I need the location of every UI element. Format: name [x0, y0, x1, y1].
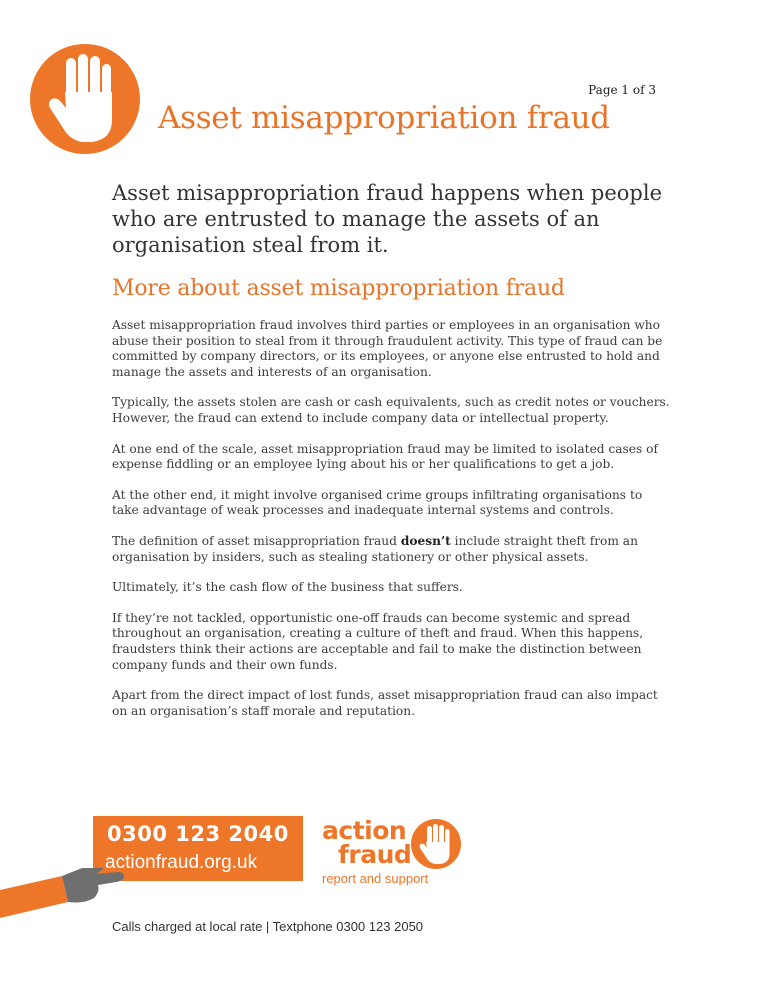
page-number: Page 1 of 3 [588, 83, 656, 97]
body-text [112, 318, 672, 734]
hand-icon [28, 42, 142, 156]
paragraph: Typically, the assets stolen are cash or cash equivalents, such as credit notes or vouchers. However, the fraud can extend to include company data or intellectual property. [112, 395, 670, 425]
paragraph: Apart from the direct impact of lost funds, asset misappropriation fraud can also impact on an organisation’s staff morale and reputation. [112, 688, 658, 718]
paragraph: If they’re not tackled, opportunistic one-off frauds can become systemic and spread throughout an organisation, creating a culture of theft and fraud. When this happens, fraudsters think their actions are acceptable and fail to make the distinction between company funds and their own funds. [112, 610, 644, 672]
website-url: actionfraud.org.uk [105, 852, 258, 873]
brand-word-fraud: fraud [338, 840, 412, 869]
phone-number: 0300 123 2040 [107, 822, 289, 846]
brand-tagline: report and support [322, 871, 429, 886]
footer-note: Calls charged at local rate | Textphone 0300 123 2050 [112, 919, 424, 934]
paragraph-text: include straight theft from an organisation by insiders, such as stealing stationery or other physical assets. [112, 533, 638, 564]
paragraph [112, 534, 672, 565]
hand-sleeve-graphic [0, 868, 130, 918]
emphasis: doesn’t [400, 533, 451, 548]
hand-icon [410, 818, 462, 870]
lead-paragraph: Asset misappropriation fraud happens when people who are entrusted to manage the assets of an organisation steal from it. [112, 181, 663, 257]
paragraph-text: The definition of asset misappropriation fraud [112, 533, 401, 548]
paragraph: At one end of the scale, asset misappropriation fraud may be limited to isolated cases of expense fiddling or an employee lying about his or her qualifications to get a job. [112, 441, 658, 472]
section-heading: More about asset misappropriation fraud [112, 276, 565, 301]
brand-word-action: action [322, 816, 407, 845]
page-title: Asset misappropriation fraud [158, 100, 610, 136]
paragraph: Asset misappropriation fraud involves third parties or employees in an organisation who abuse their position to steal from it through fraudulent activity. This type of fraud can be committed by company directors, or its employees, or anyone else entrusted to hold and manage the assets and interests of an organisation. [112, 318, 663, 379]
paragraph: At the other end, it might involve organised crime groups infiltrating organisations to take advantage of weak processes and inadequate internal systems and controls. [112, 487, 643, 518]
paragraph: Ultimately, it’s the cash flow of the business that suffers. [112, 580, 463, 595]
